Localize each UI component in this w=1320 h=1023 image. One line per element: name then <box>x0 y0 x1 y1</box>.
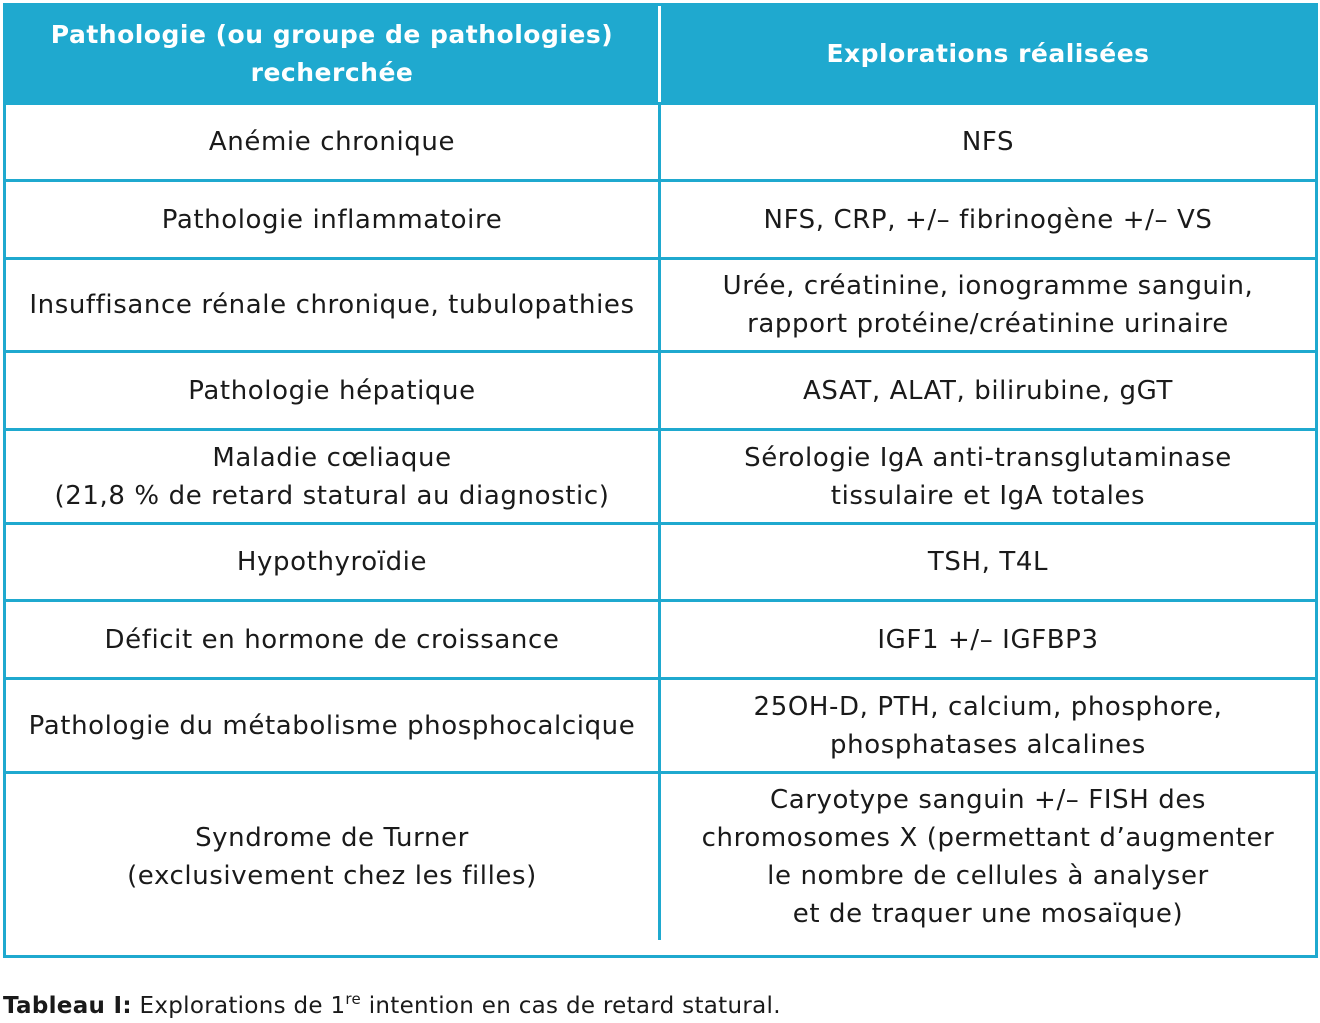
explorations-cell-line: tissulaire et IgA totales <box>830 480 1146 511</box>
pathologie-cell-line: Anémie chronique <box>208 127 456 157</box>
explorations-cell <box>661 105 1315 179</box>
table-caption <box>3 990 781 1019</box>
explorations-cell-line: le nombre de cellules à analyser <box>767 861 1209 891</box>
pathologie-cell <box>6 774 661 940</box>
caption-text-before: Explorations de 1 <box>139 993 346 1019</box>
header-pathologie <box>6 6 661 102</box>
pathologie-cell <box>6 602 661 677</box>
pathologie-cell-line: Déficit en hormone de croissance <box>104 624 560 655</box>
explorations-cell-line: NFS, CRP, +/– fibrinogène +/– VS <box>763 204 1213 235</box>
explorations-cell-line: phosphatases alcalines <box>830 729 1146 760</box>
explorations-cell-line: chromosomes X (permettant d’augmenter <box>701 823 1275 853</box>
explorations-cell <box>661 260 1315 350</box>
explorations-cell <box>661 602 1315 677</box>
pathologie-cell <box>6 105 661 179</box>
table-row <box>6 677 1315 771</box>
table-row <box>6 179 1315 257</box>
explorations-cell-line: 25OH-D, PTH, calcium, phosphore, <box>753 691 1223 722</box>
exploration-table <box>3 3 1318 958</box>
table-row <box>6 599 1315 677</box>
table-row <box>6 522 1315 599</box>
table-header <box>6 6 1315 102</box>
explorations-cell-line: Caryotype sanguin +/– FISH des <box>769 785 1207 815</box>
pathologie-cell-line: Pathologie hépatique <box>188 375 476 406</box>
pathologie-cell <box>6 431 661 522</box>
explorations-cell-line: TSH, T4L <box>927 547 1049 577</box>
table-row <box>6 257 1315 350</box>
explorations-cell-line: et de traquer une mosaïque) <box>792 899 1184 929</box>
explorations-cell <box>661 774 1315 940</box>
pathologie-cell-line: Maladie cœliaque <box>212 442 452 473</box>
explorations-cell <box>661 353 1315 428</box>
pathologie-cell-line: Pathologie du métabolisme phosphocalcique <box>28 710 636 741</box>
pathologie-cell-line: Pathologie inflammatoire <box>161 204 503 235</box>
explorations-cell-line: Sérologie IgA anti-transglutaminase <box>744 442 1232 473</box>
pathologie-cell-line: Syndrome de Turner <box>195 823 469 853</box>
pathologie-cell <box>6 182 661 257</box>
explorations-cell-line: rapport protéine/créatinine urinaire <box>747 309 1229 339</box>
explorations-cell-line: IGF1 +/– IGFBP3 <box>877 624 1099 655</box>
pathologie-cell-line: (exclusivement chez les filles) <box>127 861 537 891</box>
caption-text-after: intention en cas de retard statural. <box>368 993 781 1019</box>
header-pathologie-line1: Pathologie (ou groupe de pathologies) <box>50 20 614 49</box>
pathologie-cell <box>6 680 661 771</box>
explorations-cell-line: Urée, créatinine, ionogramme sanguin, <box>722 271 1254 301</box>
table-row <box>6 350 1315 428</box>
table-row <box>6 428 1315 522</box>
pathologie-cell-line: Hypothyroïdie <box>236 547 428 577</box>
pathologie-cell <box>6 260 661 350</box>
explorations-cell-line: NFS <box>961 127 1015 157</box>
caption-label: Tableau I: <box>3 993 132 1019</box>
header-explorations: Explorations réalisées <box>826 39 1150 68</box>
explorations-cell <box>661 525 1315 599</box>
explorations-cell-line: ASAT, ALAT, bilirubine, gGT <box>803 375 1173 406</box>
pathologie-cell-line: (21,8 % de retard statural au diagnostic) <box>54 480 610 511</box>
explorations-cell <box>661 182 1315 257</box>
explorations-cell <box>661 431 1315 522</box>
explorations-cell <box>661 680 1315 771</box>
pathologie-cell-line: Insuffisance rénale chronique, tubulopathies <box>29 290 635 320</box>
pathologie-cell <box>6 525 661 599</box>
table-body <box>6 102 1315 940</box>
header-pathologie-line2: recherchée <box>250 58 414 87</box>
caption-superscript: re <box>345 990 362 1008</box>
pathologie-cell <box>6 353 661 428</box>
table-row <box>6 102 1315 179</box>
table-row <box>6 771 1315 940</box>
